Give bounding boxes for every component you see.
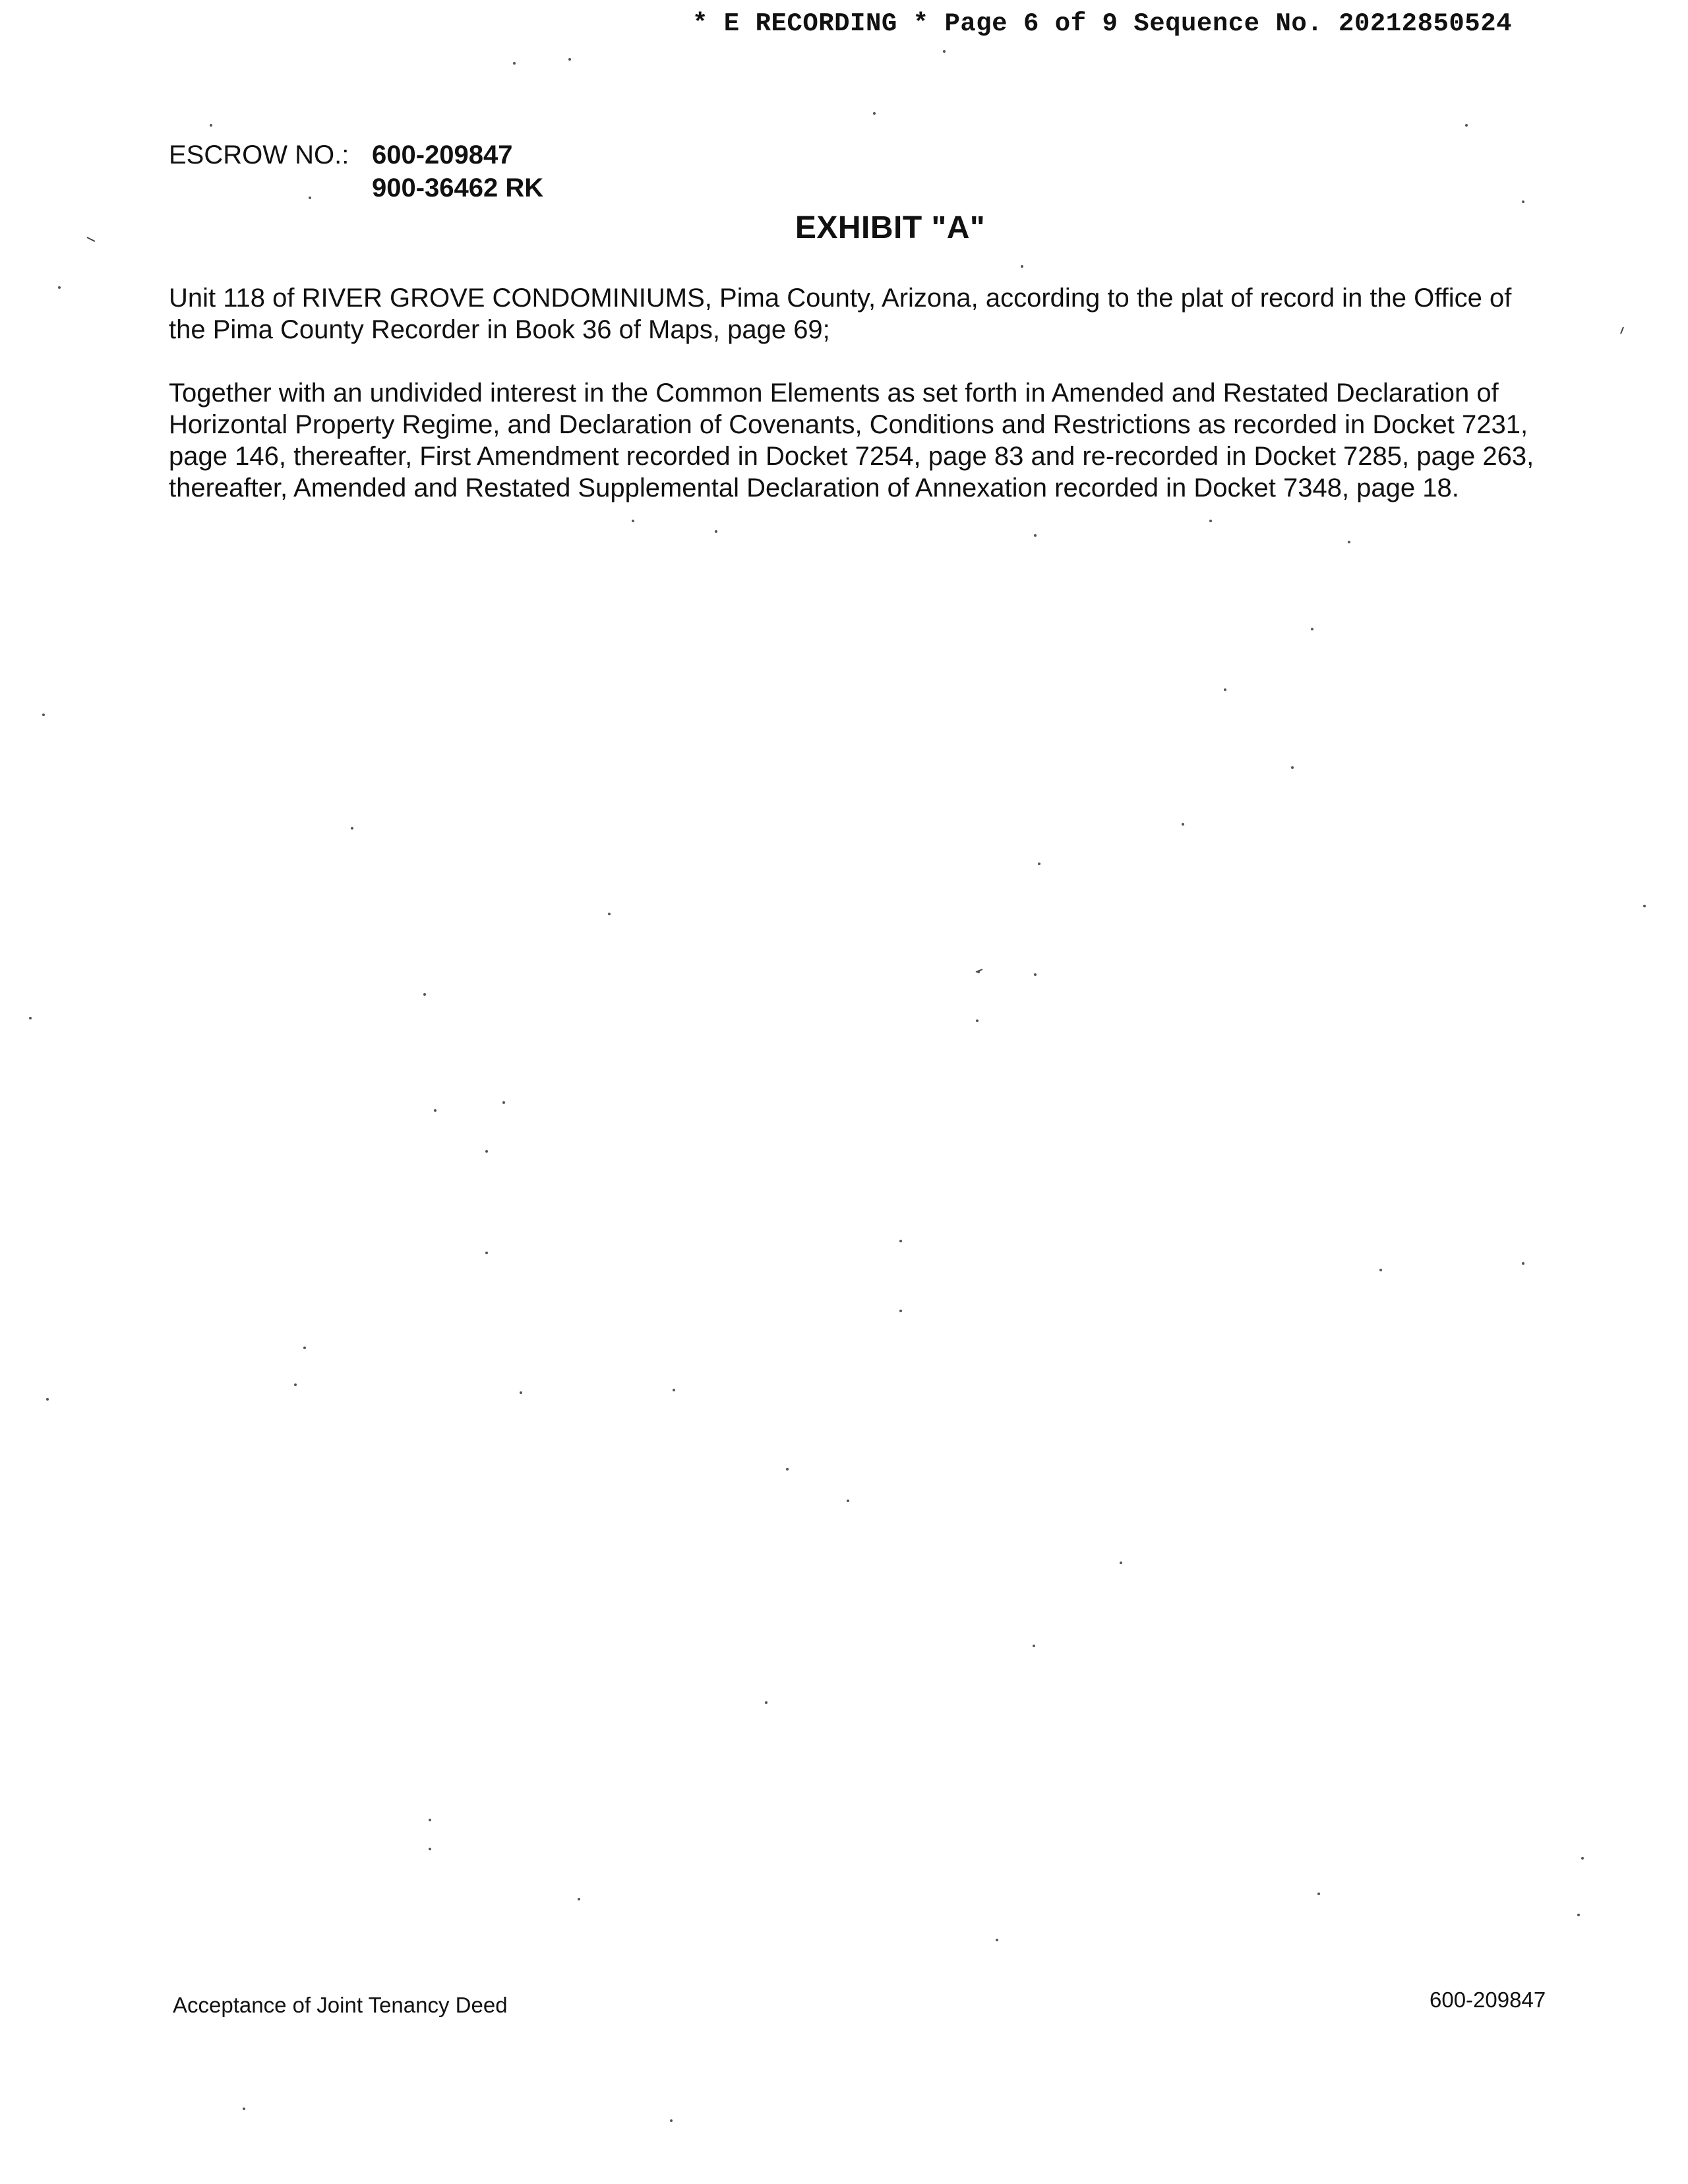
escrow-number-secondary: 900-36462 RK [372, 173, 544, 202]
escrow-row-2 [169, 171, 543, 204]
footer-escrow-ref: 600-209847 [1430, 1987, 1546, 2012]
escrow-block [169, 138, 543, 204]
legal-paragraph-unit: Unit 118 of RIVER GROVE CONDOMINIUMS, Pima County, Arizona, according to the plat of record in the Office of the Pima County Recorder in Book 36 of Maps, page 69; [169, 284, 1512, 344]
recording-stamp: * E RECORDING * Page 6 of 9 Sequence No. 20212850524 [692, 9, 1512, 38]
exhibit-title: EXHIBIT "A" [795, 210, 986, 245]
legal-description [169, 282, 1547, 535]
escrow-number-primary: 600-209847 [372, 140, 513, 169]
footer-document-name: Acceptance of Joint Tenancy Deed [173, 1993, 508, 2017]
escrow-label: ESCROW NO.: [169, 140, 349, 169]
legal-paragraph-common-elements: Together with an undivided interest in the Common Elements as set forth in Amended and Restated Declaration of Horizontal Property Regime, and Declaration of Covenants, Conditions and Restrictions as recorded in Docket 7231, page 146, thereafter, First Amendment recorded in Docket 7254, page 83 and re-recorded in Docket 7285, page 263, thereafter, Amended and Restated Supplemental Declaration of Annexation recorded in Docket 7348, page 18. [169, 379, 1534, 502]
escrow-row-1 [169, 138, 543, 171]
escrow-label-spacer [169, 171, 372, 204]
